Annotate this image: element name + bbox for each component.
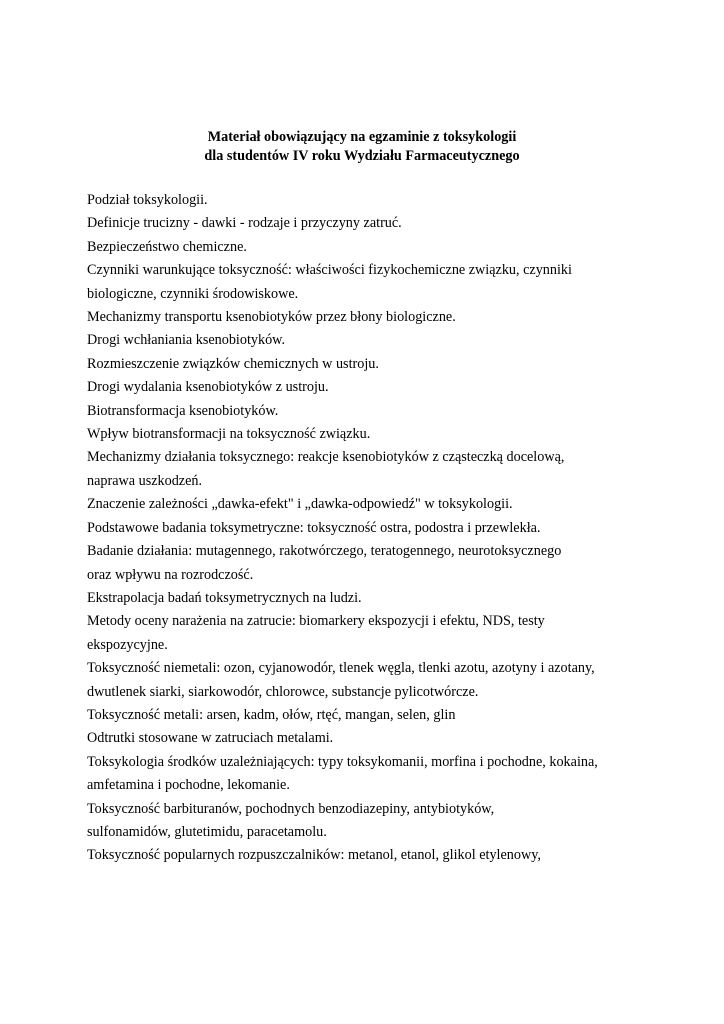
text-line: sulfonamidów, glutetimidu, paracetamolu. <box>87 823 327 840</box>
text-line: Badanie działania: mutagennego, rakotwórczego, teratogennego, neurotoksycznego <box>87 543 562 560</box>
document-body <box>87 189 707 868</box>
text-line: Metody oceny narażenia na zatrucie: biomarkery ekspozycji i efektu, NDS, testy <box>87 613 545 630</box>
text-line: Mechanizmy transportu ksenobiotyków przez błony biologiczne. <box>87 309 456 326</box>
text-line: Znaczenie zależności „dawka-efekt" i „dawka-odpowiedź" w toksykologii. <box>87 496 513 513</box>
text-line: Ekstrapolacja badań toksymetrycznych na ludzi. <box>87 589 362 606</box>
text-line: Toksyczność barbituranów, pochodnych benzodiazepiny, antybiotyków, <box>87 800 495 817</box>
text-line: naprawa uszkodzeń. <box>87 472 203 489</box>
text-line: Bezpieczeństwo chemiczne. <box>87 238 247 255</box>
text-line: Drogi wydalania ksenobiotyków z ustroju. <box>87 379 329 396</box>
title-line-2: dla studentów IV roku Wydziału Farmaceutycznego <box>204 148 520 164</box>
text-line: dwutlenek siarki, siarkowodór, chlorowce, substancje pylicotwórcze. <box>87 683 479 700</box>
text-line: Toksykologia środków uzależniających: typy toksykomanii, morfina i pochodne, kokaina, <box>87 753 598 770</box>
text-line: Toksyczność niemetali: ozon, cyjanowodór, tlenek węgla, tlenki azotu, azotyny i azotany, <box>87 660 595 677</box>
text-line: Rozmieszczenie związków chemicznych w ustroju. <box>87 355 379 372</box>
title-line-1: Materiał obowiązujący na egzaminie z toksykologii <box>207 129 517 145</box>
text-line: Podział toksykologii. <box>87 192 208 208</box>
text-line: amfetamina i pochodne, lekomanie. <box>87 777 290 794</box>
text-line: Definicje trucizny - dawki - rodzaje i przyczyny zatruć. <box>87 215 402 232</box>
text-line: Wpływ biotransformacji na toksyczność związku. <box>87 426 371 443</box>
text-line: Biotransformacja ksenobiotyków. <box>87 402 279 419</box>
text-line: Odtrutki stosowane w zatruciach metalami. <box>87 730 334 747</box>
text-line: Drogi wchłaniania ksenobiotyków. <box>87 332 286 349</box>
text-line: Mechanizmy działania toksycznego: reakcje ksenobiotyków z cząsteczką docelową, <box>87 449 565 466</box>
text-line: ekspozycyjne. <box>87 636 168 653</box>
text-line: Podstawowe badania toksymetryczne: toksyczność ostra, podostra i przewlekła. <box>87 519 541 536</box>
text-line: Czynniki warunkujące toksyczność: właściwości fizykochemiczne związku, czynniki <box>87 262 572 279</box>
text-line: biologiczne, czynniki środowiskowe. <box>87 285 299 302</box>
text-line: Toksyczność metali: arsen, kadm, ołów, rtęć, mangan, selen, glin <box>87 706 456 723</box>
document-title <box>0 128 724 166</box>
text-line: oraz wpływu na rozrodczość. <box>87 566 254 583</box>
text-line: Toksyczność popularnych rozpuszczalników: metanol, etanol, glikol etylenowy, <box>87 847 541 864</box>
